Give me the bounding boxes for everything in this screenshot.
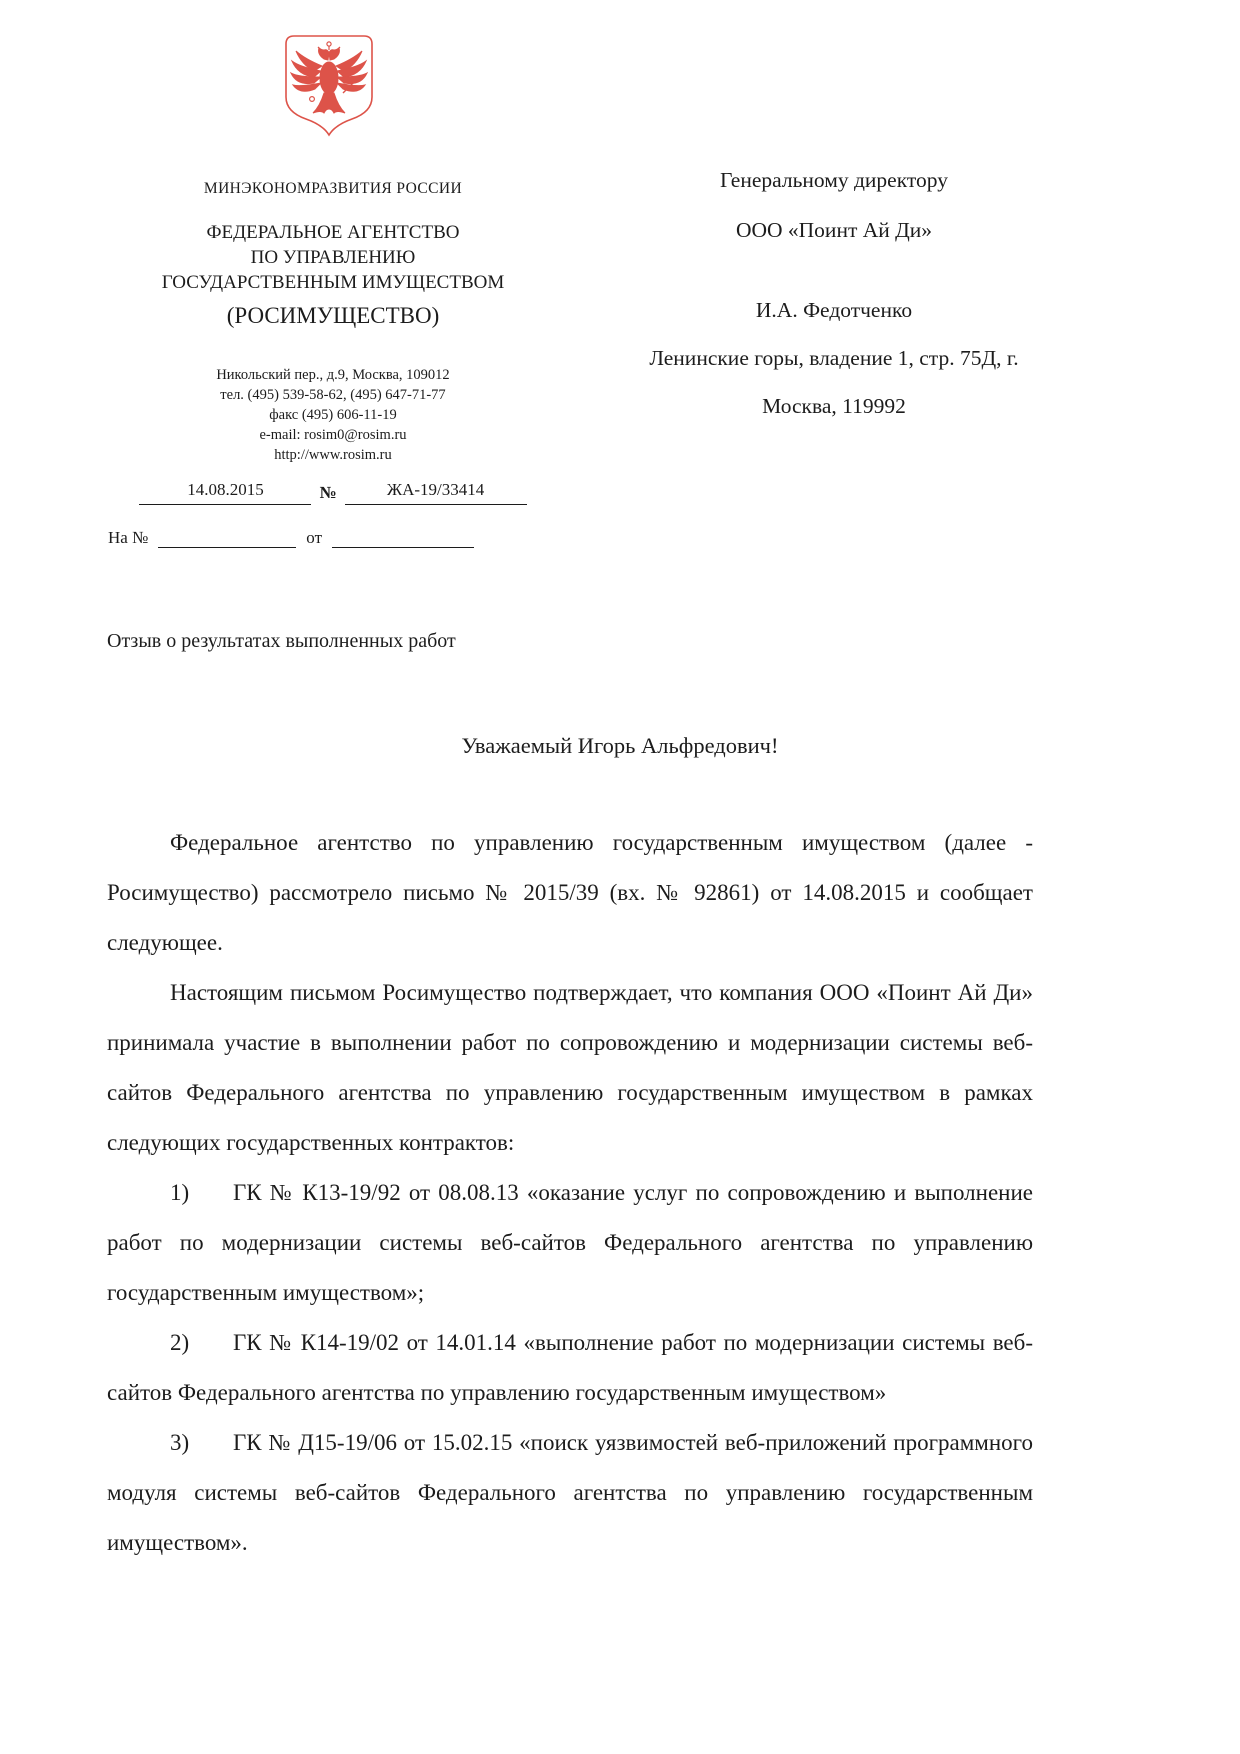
- contract-item-text: ГК № К14-19/02 от 14.01.14 «выполнение работ по модернизации системы веб-сайтов Федерального агентства по управлению государственным имуществом»: [107, 1330, 1033, 1405]
- body-paragraph: Федеральное агентство по управлению государственным имуществом (далее - Росимущество) рассмотрело письмо № 2015/39 (вх. № 92861) от 14.08.2015 и сообщает следующее.: [107, 830, 1033, 955]
- letter-date: 14.08.2015: [139, 480, 311, 505]
- agency-name: [108, 220, 558, 295]
- date-number-row: [108, 480, 558, 505]
- recipient-address-line1: Ленинские горы, владение 1, стр. 75Д, г.: [649, 346, 1019, 370]
- contract-item: [107, 1168, 1033, 1318]
- contract-item-text: ГК № Д15-19/06 от 15.02.15 «поиск уязвимостей веб-приложений программного модуля системы веб-сайтов Федерального агентства по управлению государственным имуществом».: [107, 1430, 1033, 1555]
- contract-item-number: 3): [170, 1430, 190, 1455]
- ref-infix-label: от: [306, 528, 323, 547]
- russia-coat-of-arms-icon: [283, 33, 375, 144]
- number-sign: №: [319, 483, 337, 502]
- recipient-address-line2: Москва, 119992: [762, 394, 906, 418]
- recipient-company: ООО «Поинт Ай Ди»: [735, 218, 933, 242]
- letter-number: ЖА-19/33414: [345, 480, 527, 505]
- body-paragraph: Настоящим письмом Росимущество подтверждает, что компания ООО «Поинт Ай Ди» принимала участие в выполнении работ по сопровождению и модернизации системы веб-сайтов Федерального агентства по управлению государственным имуществом в рамках следующих государственных контрактов:: [107, 980, 1033, 1155]
- postal-address: Никольский пер., д.9, Москва, 109012: [216, 367, 450, 383]
- agency-short-name: (РОСИМУЩЕСТВО): [226, 303, 440, 328]
- salutation: Уважаемый Игорь Альфредович!: [461, 733, 779, 758]
- agency-name-line: ПО УПРАВЛЕНИЮ: [250, 247, 416, 268]
- email-line: e-mail: rosim0@rosim.ru: [259, 427, 407, 443]
- contract-item-number: 1): [170, 1180, 190, 1205]
- recipient-position: Генеральному директору: [720, 168, 948, 192]
- contract-item-number: 2): [170, 1330, 190, 1355]
- reference-row: [108, 528, 558, 548]
- recipient-name: И.А. Федотченко: [755, 298, 913, 322]
- phone-line: тел. (495) 539-58-62, (495) 647-71-77: [220, 387, 446, 403]
- agency-name-line: ГОСУДАРСТВЕННЫМ ИМУЩЕСТВОМ: [161, 272, 505, 293]
- ref-number-blank: [158, 543, 296, 548]
- ref-prefix-label: На №: [108, 528, 149, 547]
- letter-body: [107, 818, 1033, 1568]
- contact-block: [108, 365, 558, 465]
- ref-date-blank: [332, 543, 474, 548]
- ministry-name: МИНЭКОНОМРАЗВИТИЯ РОССИИ: [203, 180, 463, 197]
- contract-item-text: ГК № К13-19/92 от 08.08.13 «оказание услуг по сопровождению и выполнение работ по модернизации системы веб-сайтов Федерального агентства по управлению государственным имуществом»;: [107, 1180, 1033, 1305]
- website-line: http://www.rosim.ru: [274, 447, 392, 463]
- recipient-block: [548, 168, 1120, 419]
- agency-name-line: ФЕДЕРАЛЬНОЕ АГЕНТСТВО: [206, 222, 460, 243]
- contract-item: [107, 1318, 1033, 1418]
- fax-line: факс (495) 606-11-19: [269, 407, 397, 423]
- contract-item: [107, 1418, 1033, 1568]
- letter-subject: Отзыв о результатах выполненных работ: [107, 630, 456, 652]
